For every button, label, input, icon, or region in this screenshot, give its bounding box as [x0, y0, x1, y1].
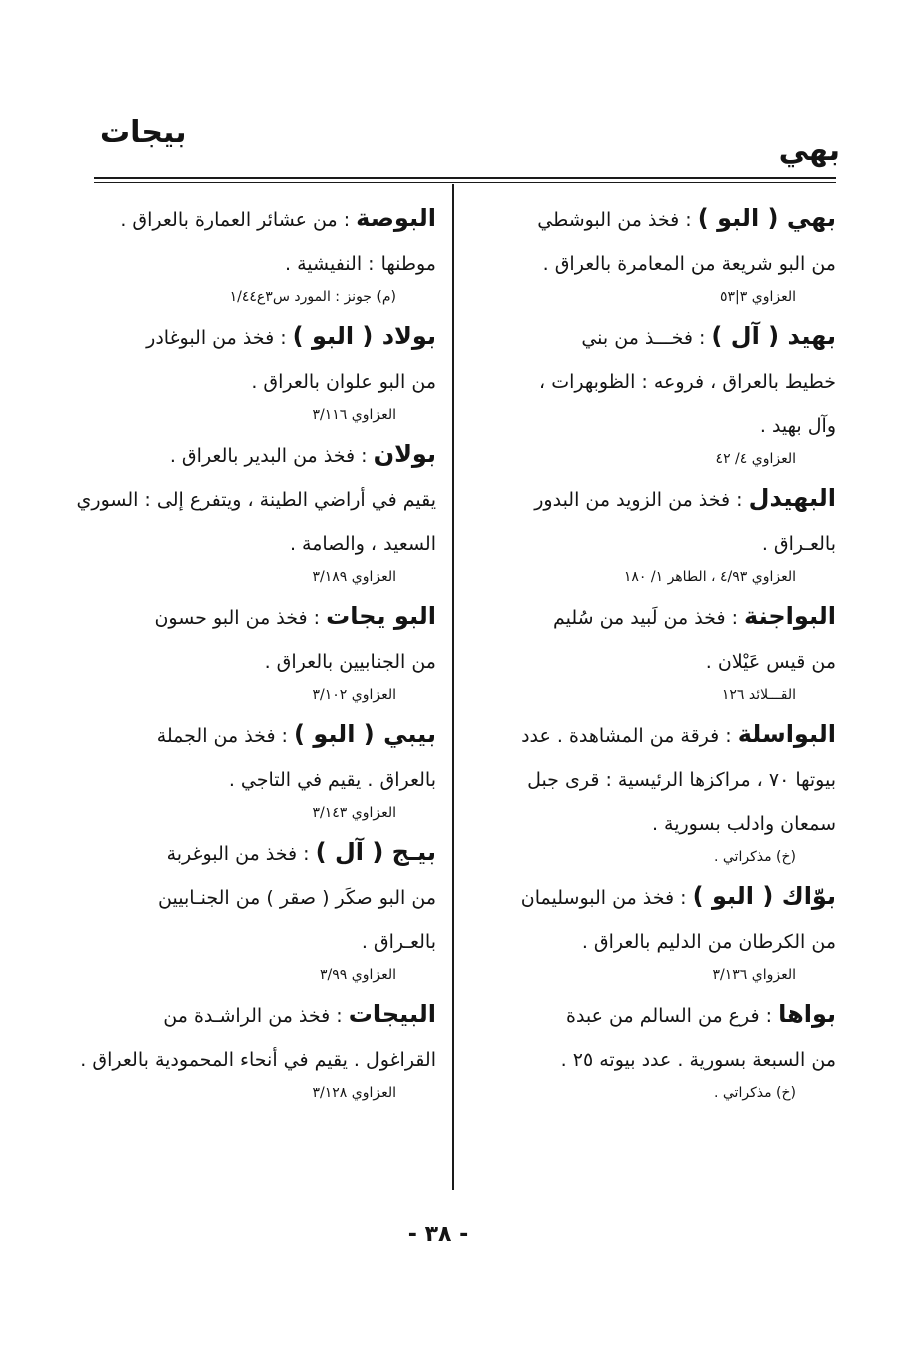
entry-headword: البواسلة — [737, 720, 836, 748]
entry-definition-line: من قيس عَيْلان . — [705, 651, 836, 673]
entry-definition-line: من البو علوان بالعراق . — [251, 371, 436, 393]
entry-definition-line: من الجنابيين بالعراق . — [264, 651, 436, 673]
entry-source: العزواي ٣/١٣٦ — [712, 967, 796, 983]
entry-definition: : فخذ من لَبيد من سُليم — [552, 607, 738, 629]
dictionary-entry — [91, 830, 436, 986]
entry-source: العزاوي ٣/١٤٣ — [312, 805, 396, 821]
dictionary-entry — [476, 712, 836, 868]
entry-definition: : فخذ من البو حسون — [154, 607, 321, 629]
entry-source: العزاوي ٣/١٠٢ — [312, 687, 396, 703]
dictionary-entry — [76, 432, 436, 588]
entry-definition-line: من السبعة بسورية . عدد بيوته ٢٥ . — [560, 1049, 836, 1071]
entry-definition: : فخـــذ من بني — [581, 327, 706, 349]
header-left-word: بيجات — [100, 115, 187, 150]
header-rule-thin — [94, 182, 836, 183]
entry-definition-line: من البو صكَر ( صقر ) من الجنـابيين — [158, 887, 436, 909]
entry-definition-line: من الكرطان من الدليم بالعراق . — [581, 931, 836, 953]
entry-headword: بيبي ( البو ) — [294, 720, 436, 748]
entry-definition: : فخذ من الراشـدة من — [163, 1005, 343, 1027]
entry-source: (خ) مذكراتي . — [713, 849, 796, 865]
entry-source: القـــلائد ١٢٦ — [721, 687, 796, 703]
entry-definition: : فخذ من البوسليمان — [520, 887, 687, 909]
entry-first-line — [91, 992, 436, 1038]
entry-first-line — [476, 594, 836, 640]
entry-definition-line: بالعراق . يقيم في التاجي . — [228, 769, 436, 791]
entry-first-line — [476, 196, 836, 242]
entry-definition: : فخذ من البوغادر — [146, 327, 287, 349]
entry-headword: البواجنة — [744, 602, 836, 630]
entry-definition-line: يقيم في أراضي الطينة ، ويتفرع إلى : السوري — [76, 489, 436, 511]
entry-headword: بهيد ( آل ) — [711, 322, 836, 350]
entry-definition: : من عشائر العمارة بالعراق . — [120, 209, 351, 231]
entry-definition-line: بيوتها ٧٠ ، مراكزها الرئيسية : قرى جبل — [527, 769, 836, 791]
entry-source: العزاوي ٣/١٨٩ — [312, 569, 396, 585]
entry-first-line — [476, 476, 836, 522]
dictionary-entry — [476, 314, 836, 470]
dictionary-entry — [91, 712, 436, 824]
dictionary-entry — [80, 992, 436, 1104]
entry-source: العزاوي ٣|٥٣ — [720, 289, 796, 305]
entry-definition-line: السعيد ، والصامة . — [289, 533, 436, 555]
entry-source: (خ) مذكراتي . — [713, 1085, 796, 1101]
entry-definition: : فخذ من البوغربة — [166, 843, 310, 865]
entry-definition: : فخذ من البوشطي — [537, 209, 692, 231]
dictionary-entry — [476, 874, 836, 986]
entry-definition-line: سمعان وادلب بسورية . — [651, 813, 836, 835]
entry-first-line — [476, 314, 836, 360]
dictionary-entry — [91, 314, 436, 426]
entry-definition-line: بالعـراق . — [761, 533, 836, 555]
entry-definition: : فخذ من الزويد من البدور — [534, 489, 743, 511]
entry-first-line — [91, 432, 436, 478]
left-column — [76, 196, 436, 1110]
dictionary-entry — [91, 594, 436, 706]
entry-source: (م) جونز : المورد س٣ع١/٤٤ — [229, 289, 396, 305]
entry-headword: بوّاك ( البو ) — [692, 882, 836, 910]
entry-headword: بواها — [778, 1000, 836, 1028]
dictionary-entry — [476, 476, 836, 588]
entry-definition-line: موطنها : النفيشية . — [285, 253, 436, 275]
entry-source: العزاوي ٣/٩٩ — [320, 967, 396, 983]
entry-headword: البهيدل — [748, 484, 836, 512]
entry-definition-line: القراغول . يقيم في أنحاء المحمودية بالعراق . — [80, 1049, 436, 1071]
page-number: - ٣٨ - — [407, 1222, 469, 1247]
entry-definition: : فخذ من البدير بالعراق . — [169, 445, 368, 467]
entry-definition-line: من البو شريعة من المعامرة بالعراق . — [542, 253, 836, 275]
entry-headword: البوصة — [356, 204, 436, 232]
entry-definition-line: وآل بهيد . — [759, 415, 836, 437]
entry-definition-line: خطيط بالعراق ، فروعه : الظوبهرات ، — [539, 371, 836, 393]
entry-first-line — [476, 874, 836, 920]
entry-definition-line: بالعـراق . — [361, 931, 436, 953]
entry-headword: البيجات — [348, 1000, 436, 1028]
dictionary-entry — [91, 196, 436, 308]
entry-first-line — [91, 594, 436, 640]
header-rule — [94, 177, 836, 179]
entry-headword: البو يجات — [326, 602, 436, 630]
entry-source: العزاوي ٣/١١٦ — [312, 407, 396, 423]
entry-source: العزاوي ٤/٩٣ ، الطاهر ١/ ١٨٠ — [623, 569, 796, 585]
entry-headword: بيـج ( آل ) — [315, 838, 436, 866]
entry-headword: بهي ( البو ) — [697, 204, 836, 232]
entry-headword: بولان — [373, 440, 436, 468]
entry-source: العزاوي ٤/ ٤٢ — [715, 451, 796, 467]
header-right-word: بهي — [778, 133, 840, 168]
dictionary-entry — [476, 594, 836, 706]
column-divider — [452, 184, 454, 1190]
entry-first-line — [476, 992, 836, 1038]
right-column — [476, 196, 836, 1110]
entry-first-line — [476, 712, 836, 758]
entry-source: العزاوي ٣/١٢٨ — [312, 1085, 396, 1101]
entry-first-line — [91, 196, 436, 242]
entry-definition: : فرقة من المشاهدة . عدد — [521, 725, 732, 747]
entry-definition: : فرع من السالم من عبدة — [565, 1005, 773, 1027]
dictionary-entry — [476, 992, 836, 1104]
entry-first-line — [91, 830, 436, 876]
entry-definition: : فخذ من الجملة — [156, 725, 288, 747]
entry-first-line — [91, 314, 436, 360]
entry-first-line — [91, 712, 436, 758]
dictionary-entry — [476, 196, 836, 308]
entry-headword: بولاد ( البو ) — [292, 322, 436, 350]
